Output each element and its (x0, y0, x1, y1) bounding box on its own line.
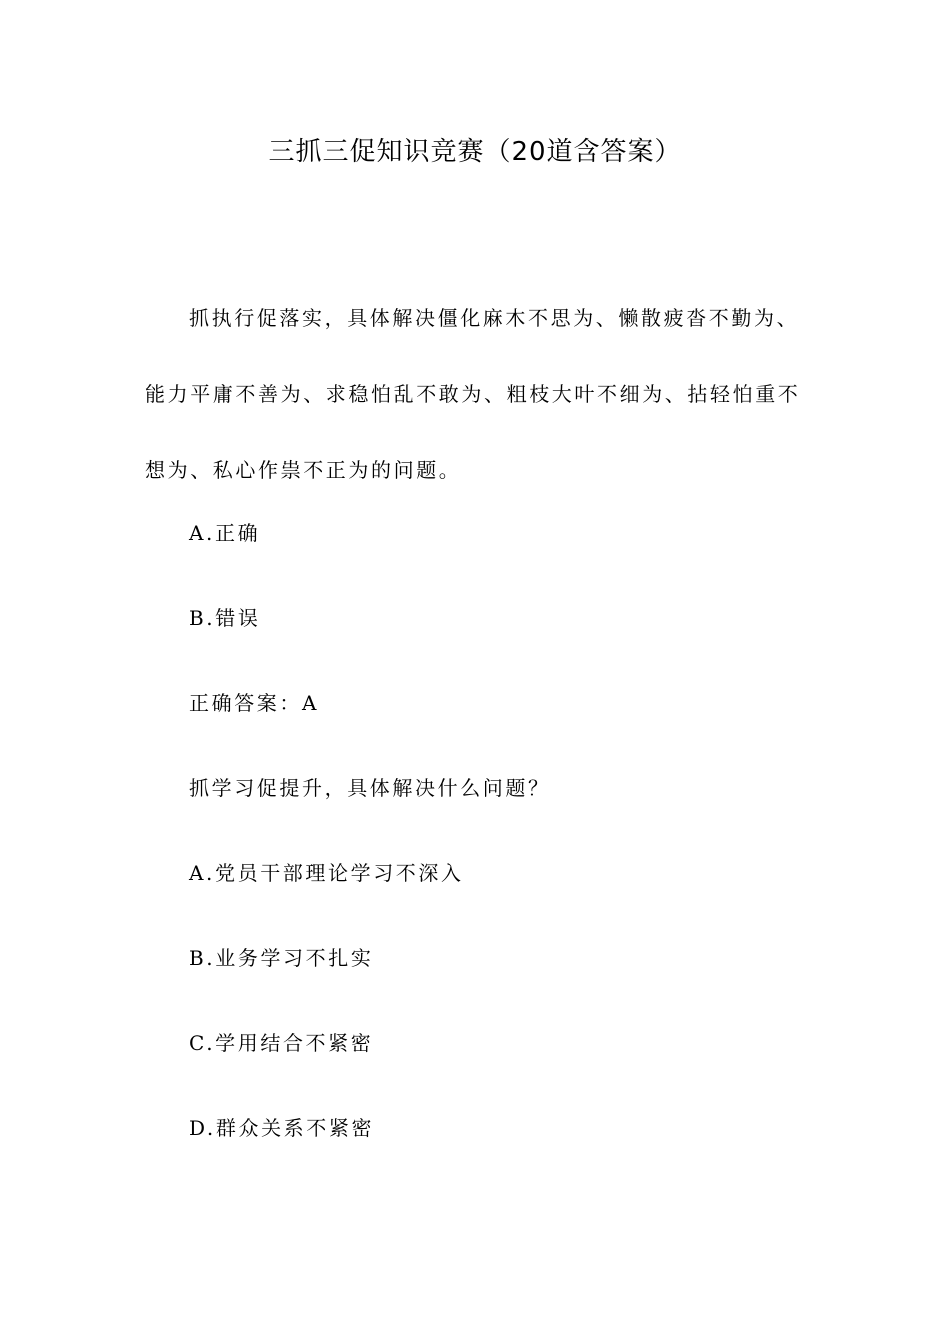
question-2-option-a: A.党员干部理论学习不深入 (189, 861, 464, 885)
question-2-option-c: C.学用结合不紧密 (189, 1031, 374, 1055)
question-2-option-d: D.群众关系不紧密 (189, 1116, 375, 1140)
document-title: 三抓三促知识竞赛（20道含答案） (268, 137, 682, 167)
question-2-text: 抓学习促提升，具体解决什么问题？ (189, 776, 551, 800)
question-1-option-a: A.正确 (189, 521, 261, 545)
question-1-option-b: B.错误 (189, 606, 261, 630)
question-2-option-b: B.业务学习不扎实 (189, 946, 374, 970)
question-1-answer: 正确答案：A (189, 691, 320, 715)
question-1-text: 抓执行促落实，具体解决僵化麻木不思为、懒散疲沓不勤为、能力平庸不善为、求稳怕乱不敢为、粗枝大叶不细为、拈轻怕重不想为、私心作祟不正为的问题。 (145, 306, 801, 482)
